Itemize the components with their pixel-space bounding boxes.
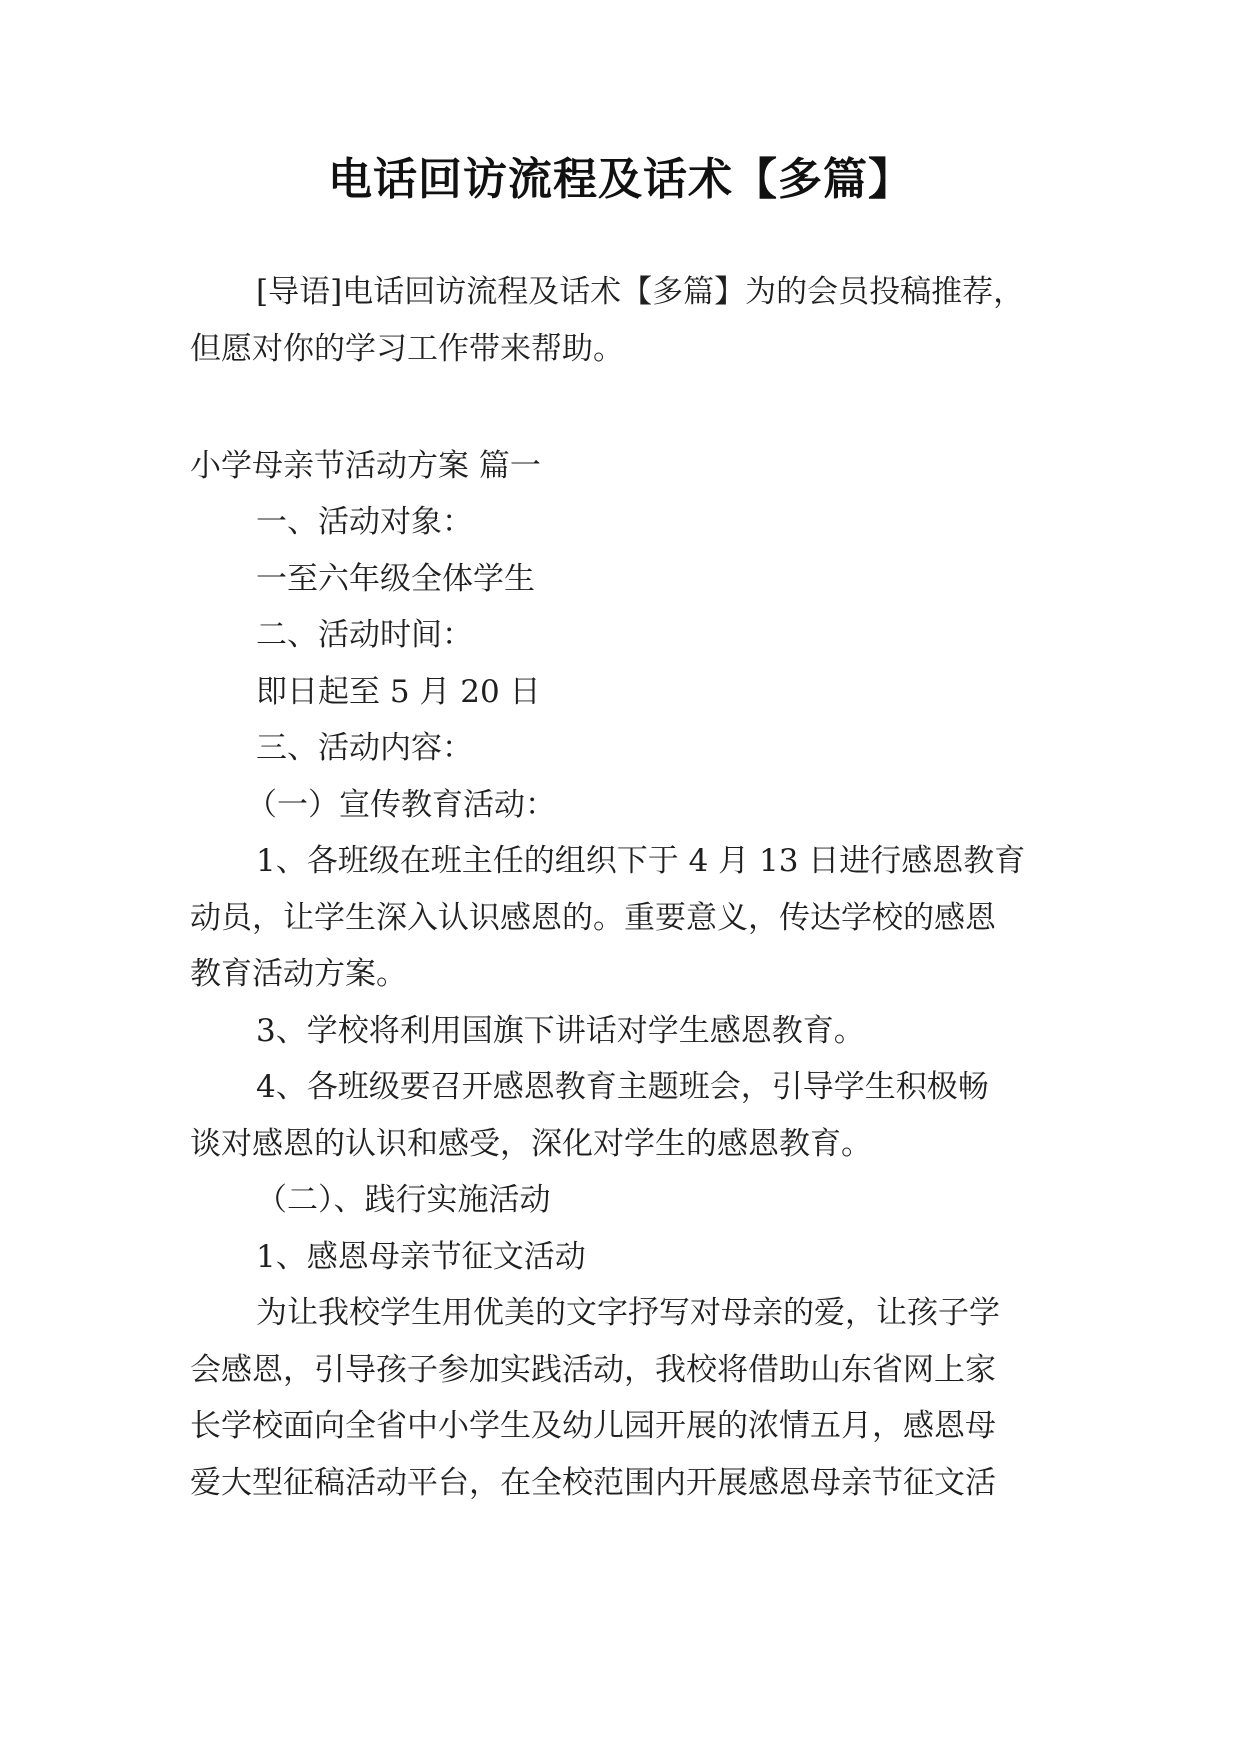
item-4-line-1: 4、各班级要召开感恩教育主题班会，引导学生积极畅 <box>256 1069 989 1105</box>
item-essay-heading: 1、感恩母亲节征文活动 <box>256 1239 586 1275</box>
item-4-line-2: 谈对感恩的认识和感受，深化对学生的感恩教育。 <box>190 1126 872 1162</box>
subheading-publicity: （一）宣传教育活动： <box>246 787 556 823</box>
essay-line-1: 为让我校学生用优美的文字抒写对母亲的爱，让孩子学 <box>256 1295 1000 1331</box>
heading-activity-target: 一、活动对象： <box>256 504 473 540</box>
intro-line-1: [导语]电话回访流程及话术【多篇】为的会员投稿推荐， <box>256 274 1025 310</box>
item-3: 3、学校将利用国旗下讲话对学生感恩教育。 <box>256 1013 865 1049</box>
text-activity-time: 即日起至 5 月 20 日 <box>256 674 541 710</box>
intro-line-2: 但愿对你的学习工作带来帮助。 <box>190 331 624 367</box>
heading-activity-time: 二、活动时间： <box>256 617 473 653</box>
essay-line-3: 长学校面向全省中小学生及幼儿园开展的浓情五月，感恩母 <box>190 1408 996 1444</box>
essay-line-4: 爱大型征稿活动平台，在全校范围内开展感恩母亲节征文活 <box>190 1465 996 1501</box>
essay-line-2: 会感恩，引导孩子参加实践活动，我校将借助山东省网上家 <box>190 1352 996 1388</box>
section-heading: 小学母亲节活动方案 篇一 <box>190 448 541 484</box>
heading-activity-content: 三、活动内容： <box>256 730 473 766</box>
item-1-line-2: 动员，让学生深入认识感恩的。重要意义，传达学校的感恩 <box>190 900 996 936</box>
text-activity-target: 一至六年级全体学生 <box>256 561 535 597</box>
document-title: 电话回访流程及话术【多篇】 <box>328 154 913 205</box>
subheading-practice: （二）、践行实施活动 <box>256 1182 551 1218</box>
item-1-line-1: 1、各班级在班主任的组织下于 4 月 13 日进行感恩教育 <box>256 843 1026 879</box>
item-1-line-3: 教育活动方案。 <box>190 956 407 992</box>
